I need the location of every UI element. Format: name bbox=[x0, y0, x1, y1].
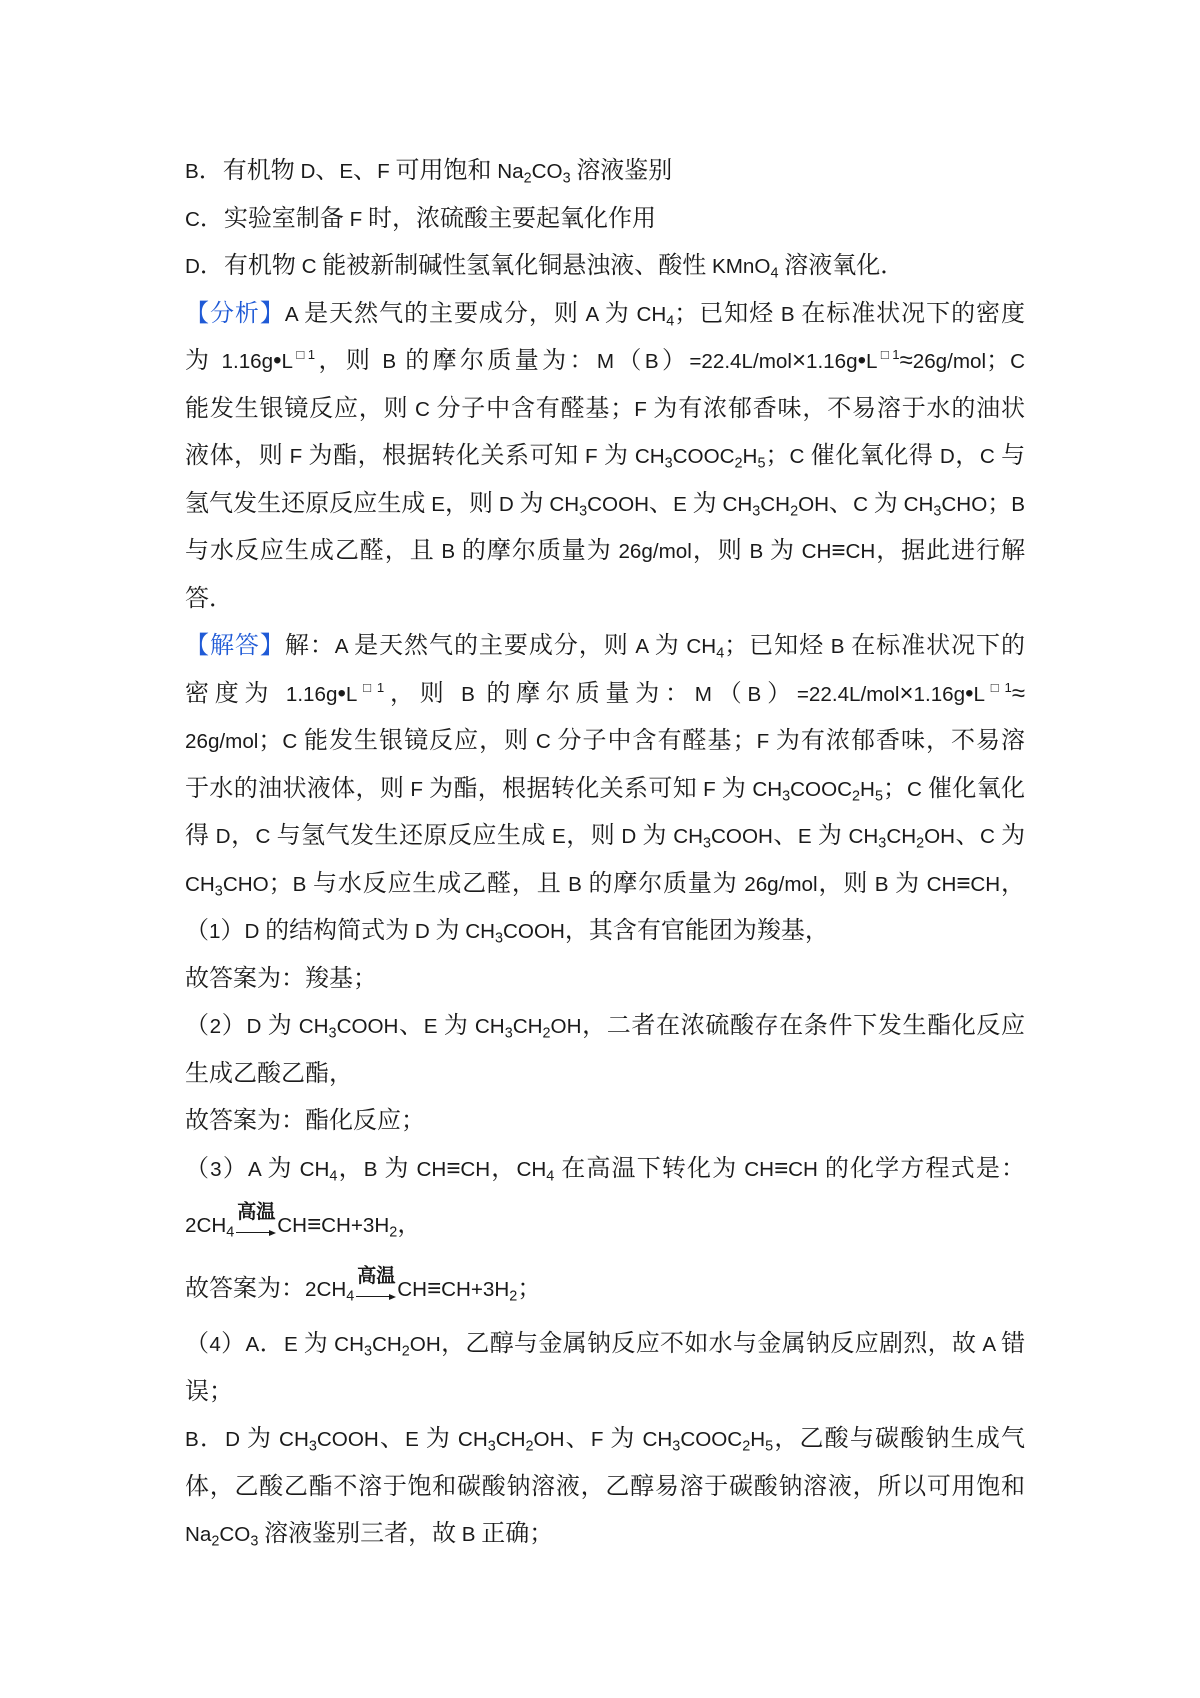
latin-run: D bbox=[209, 825, 231, 848]
subscript: 4 bbox=[329, 1167, 338, 1184]
latin-run: CH bbox=[468, 1015, 505, 1038]
latin-run: B bbox=[774, 302, 802, 326]
subscript: 3 bbox=[562, 170, 571, 187]
latin-run: C bbox=[980, 825, 1002, 848]
latin-run: =22.4L/mol bbox=[796, 682, 900, 706]
latin-run: F bbox=[404, 777, 430, 801]
latin-run: CO bbox=[219, 1523, 251, 1546]
superscript: □1 bbox=[357, 679, 385, 695]
latin-run: F bbox=[756, 730, 776, 753]
reaction-condition: 高温 bbox=[357, 1266, 396, 1287]
reaction-arrow-icon bbox=[356, 1266, 396, 1296]
latin-run: M bbox=[596, 350, 615, 373]
latin-run: CH bbox=[635, 1428, 673, 1451]
answer-section bbox=[185, 622, 1025, 1558]
latin-run: D bbox=[933, 445, 955, 468]
latin-run: Na bbox=[185, 1523, 212, 1546]
answer-text-line: 得 D，C 与氢气发生还原反应生成 E，则 D 为 $CH_3COOH$、E 为 $CH_3CH_2OH$、C 为 bbox=[185, 822, 1026, 852]
latin-run: 26g/mol bbox=[912, 350, 987, 373]
document-page bbox=[185, 147, 1025, 1558]
latin-run: CH bbox=[628, 445, 665, 468]
latin-run: E bbox=[405, 1428, 426, 1451]
subscript: 3 bbox=[308, 1438, 317, 1455]
latin-run: D bbox=[244, 920, 266, 943]
part3-text-line: （3）A 为 $CH_4$，B 为 CH≡CH，$CH_4$ 在高温下转化为 CH≡CH 的化学方程式是： bbox=[185, 1154, 1026, 1184]
latin-run: C bbox=[979, 445, 1002, 468]
latin-run: OH bbox=[409, 1333, 441, 1356]
latin-run: D bbox=[246, 1015, 268, 1038]
latin-run: B bbox=[449, 682, 487, 706]
latin-run: A bbox=[245, 1333, 260, 1356]
latin-run: 1.16g bbox=[805, 350, 858, 373]
analysis-text-line: 与水反应生成乙醛，且 B 的摩尔质量为 26g/mol，则 B 为 CH≡CH，据此进行解 bbox=[185, 537, 1026, 564]
answer-first-line bbox=[185, 622, 1025, 670]
latin-run: 4 bbox=[209, 1333, 221, 1356]
latin-run: CH bbox=[897, 492, 934, 516]
latin-run: COOC bbox=[790, 777, 853, 801]
reaction-arrow-icon bbox=[236, 1202, 276, 1232]
analysis-text: A 是天然气的主要成分，则 A 为 $CH_4$；已知烃 B 在标准状况下的密度 bbox=[284, 299, 1025, 329]
latin-run: F bbox=[343, 207, 368, 231]
latin-run: COOH bbox=[336, 1015, 399, 1038]
part2-text-line: （2）D 为 $CH_3COOH$、E 为 $CH_3CH_2OH$，二者在浓硫酸存在条件下发生酯化反应 bbox=[185, 1012, 1026, 1042]
latin-run: A bbox=[284, 302, 305, 326]
latin-run: B bbox=[824, 635, 852, 658]
latin-run: C bbox=[282, 730, 305, 753]
latin-run: F bbox=[697, 777, 722, 801]
latin-run: CH bbox=[970, 872, 1001, 896]
latin-run: A bbox=[976, 1333, 1002, 1356]
latin-run: COOH bbox=[711, 825, 773, 848]
latin-run bbox=[258, 1523, 264, 1546]
latin-run: 2CH bbox=[305, 1278, 347, 1301]
latin-run: OH bbox=[924, 825, 956, 848]
latin-run: E bbox=[423, 1015, 444, 1038]
latin-run: L bbox=[973, 682, 986, 706]
subscript: 5 bbox=[765, 1438, 774, 1455]
answer-text-line: 26g/mol；C 能发生银镜反应，则 C 分子中含有醛基；F 为有浓郁香味，不易溶 bbox=[185, 727, 1026, 754]
subscript: 3 bbox=[878, 835, 887, 852]
latin-run: E bbox=[283, 1333, 304, 1356]
latin-run: CH bbox=[886, 825, 917, 848]
latin-run: C bbox=[853, 492, 874, 516]
subscript: 4 bbox=[666, 312, 675, 329]
latin-run: CH bbox=[845, 540, 876, 563]
subscript: 3 bbox=[328, 1025, 337, 1042]
subscript: 5 bbox=[874, 787, 883, 804]
latin-run: COOH bbox=[587, 492, 650, 516]
question-options bbox=[185, 147, 1025, 290]
latin-run: F bbox=[634, 397, 654, 421]
latin-run: 26g/mol bbox=[611, 540, 692, 563]
part3-answer-equation-line: 故答案为：$2CH_4$ 高温 $CH\equiv CH+3H_2$； bbox=[185, 1266, 542, 1305]
chemical-equation-line: $2CH_4$ 高温 $CH\equiv CH+3H_2$， bbox=[185, 1202, 422, 1241]
latin-run: D bbox=[225, 1428, 247, 1451]
latin-run: B bbox=[363, 1157, 385, 1181]
subscript: 3 bbox=[495, 930, 504, 947]
latin-run: CO bbox=[531, 160, 563, 183]
latin-run: F bbox=[377, 160, 396, 183]
superscript: □1 bbox=[293, 346, 316, 362]
latin-run: CH bbox=[451, 1428, 488, 1451]
latin-run: A bbox=[578, 302, 605, 326]
latin-run: CH bbox=[543, 492, 580, 516]
analysis-text-line: 为 $1.16g•L^{□1}$，则 B 的摩尔质量为：$M(B)=22.4L/mol\times 1.16g•L^{□1}\approx 26g$/mol；C bbox=[185, 346, 1026, 374]
answer-text: 解：A 是天然气的主要成分，则 A 为 $CH_4$；已知烃 B 在标准状况下的 bbox=[284, 632, 1026, 662]
latin-run: A bbox=[248, 1157, 268, 1181]
latin-run: C bbox=[789, 445, 811, 468]
latin-run: CH bbox=[842, 825, 879, 848]
latin-run bbox=[554, 1158, 561, 1181]
subscript: 4 bbox=[716, 645, 725, 662]
subscript: 3 bbox=[672, 1438, 681, 1455]
latin-run: F bbox=[590, 1428, 611, 1451]
latin-run: CH bbox=[371, 1333, 402, 1356]
analysis-text-line: 氢气发生还原反应生成 E，则 D 为 $CH_3COOH$、E 为 $CH_3CH_2OH$、C 为 $CH_3CHO$；B bbox=[185, 489, 1026, 519]
option-d: D．有机物 C 能被新制碱性氢氧化铜悬浊液、酸性 KMnO$_4$ 溶液氧化． bbox=[185, 252, 905, 282]
latin-run: CHO bbox=[941, 492, 988, 516]
option-b: B．有机物 D、E、F 可用饱和 $Na_2CO_3$ 溶液鉴别 bbox=[185, 157, 673, 187]
latin-run: COOC bbox=[672, 445, 735, 468]
latin-run: CH bbox=[794, 540, 832, 563]
subscript: 3 bbox=[752, 502, 761, 519]
part1-text-line: （1）D 的结构简式为 D 为 $CH_3COOH$，其含有官能团为羧基， bbox=[185, 917, 829, 947]
latin-run: B bbox=[868, 872, 896, 896]
latin-run: B bbox=[185, 160, 199, 183]
subscript: 4 bbox=[770, 265, 779, 282]
latin-run: E bbox=[545, 825, 566, 848]
latin-run: CHO bbox=[222, 872, 269, 896]
part4-text-line: （4）A．E 为 $CH_3CH_2OH$，乙醇与金属钠反应不如水与金属钠反应剧烈，故 A 错 bbox=[185, 1330, 1026, 1360]
latin-run: B bbox=[292, 872, 313, 896]
analysis-section bbox=[185, 290, 1025, 623]
latin-run: F bbox=[578, 445, 604, 468]
subscript: 3 bbox=[782, 787, 791, 804]
latin-run: CH bbox=[716, 492, 753, 516]
latin-run: CH bbox=[272, 1428, 309, 1451]
latin-run: 26g/mol bbox=[737, 872, 818, 896]
part4-text-line: B．D 为 $CH_3COOH$、E 为 $CH_3CH_2OH$、F 为 $CH_3COOC_2H_5$，乙酸与碳酸钠生成气 bbox=[185, 1425, 1025, 1455]
latin-run: E bbox=[673, 492, 693, 516]
latin-run: COOH bbox=[503, 920, 565, 943]
latin-run: COOH bbox=[316, 1428, 379, 1451]
subscript: 4 bbox=[346, 1288, 355, 1305]
latin-run: L bbox=[345, 682, 358, 706]
latin-run: =22.4L/mol bbox=[689, 350, 792, 373]
latin-run: C bbox=[255, 825, 277, 848]
latin-run: CH bbox=[460, 1157, 491, 1181]
subscript: 3 bbox=[487, 1438, 496, 1455]
latin-run: 2CH bbox=[185, 1214, 227, 1237]
latin-run: M bbox=[694, 682, 712, 706]
reaction-condition: 高温 bbox=[237, 1202, 276, 1223]
superscript: □1 bbox=[877, 346, 900, 362]
latin-run: CH bbox=[679, 635, 717, 658]
subscript: 3 bbox=[664, 455, 673, 472]
latin-run: D bbox=[185, 255, 200, 278]
subscript: 2 bbox=[389, 1224, 398, 1241]
latin-run: 1 bbox=[209, 920, 221, 943]
latin-run: Na bbox=[491, 160, 524, 183]
latin-run: B bbox=[373, 350, 406, 373]
latin-run: H bbox=[750, 1428, 766, 1451]
subscript: 2 bbox=[542, 1025, 551, 1042]
latin-run: CH bbox=[629, 302, 667, 326]
subscript: 3 bbox=[504, 1025, 513, 1042]
latin-run: CH bbox=[737, 1157, 775, 1181]
part1-answer-line: 故答案为：羧基； bbox=[185, 964, 377, 992]
part4-text-line: 体，乙酸乙酯不溶于饱和碳酸钠溶液，乙醇易溶于碳酸钠溶液，所以可用饱和 bbox=[185, 1472, 1025, 1500]
latin-run: CH bbox=[185, 872, 215, 896]
latin-run: CH bbox=[760, 492, 791, 516]
latin-run: 1.16g bbox=[274, 682, 338, 706]
subscript: 2 bbox=[852, 787, 861, 804]
latin-run: D bbox=[493, 492, 520, 516]
latin-run: B bbox=[742, 540, 770, 563]
latin-run: CH bbox=[397, 1278, 428, 1301]
latin-run: B bbox=[1011, 492, 1026, 516]
latin-run: H bbox=[860, 777, 875, 801]
subscript: 3 bbox=[933, 502, 942, 519]
latin-run: CH bbox=[292, 1015, 329, 1038]
part2-answer-line: 故答案为：酯化反应； bbox=[185, 1107, 425, 1134]
latin-run: B bbox=[185, 1428, 199, 1451]
latin-run: C bbox=[408, 397, 437, 421]
answer-label: 【解答】 bbox=[185, 632, 285, 659]
latin-run: CH bbox=[667, 825, 703, 848]
latin-run: OH bbox=[550, 1015, 582, 1038]
latin-run: CH bbox=[788, 1157, 825, 1181]
latin-run: 1.16g bbox=[913, 682, 966, 706]
analysis-text-line: 能发生银镜反应，则 C 分子中含有醛基；F 为有浓郁香味，不易溶于水的油状 bbox=[185, 394, 1026, 422]
latin-run: 2 bbox=[209, 1015, 222, 1038]
latin-run: B bbox=[561, 872, 589, 896]
subscript: 3 bbox=[250, 1533, 259, 1550]
latin-run: E bbox=[425, 492, 445, 516]
analysis-text-line: 答． bbox=[185, 584, 233, 612]
latin-run: CH bbox=[516, 1157, 547, 1181]
latin-run: H bbox=[742, 445, 758, 468]
subscript: 2 bbox=[525, 1438, 534, 1455]
latin-run: CH bbox=[495, 1428, 526, 1451]
latin-run: D bbox=[294, 160, 316, 183]
latin-run: CH bbox=[919, 872, 957, 896]
latin-run: CH bbox=[512, 1015, 543, 1038]
latin-run bbox=[571, 160, 577, 183]
latin-run: COOC bbox=[680, 1428, 743, 1451]
part4-text-line: $Na_2CO_3$ 溶液鉴别三者，故 B 正确； bbox=[185, 1520, 554, 1550]
latin-run: C bbox=[185, 207, 200, 231]
subscript: 2 bbox=[790, 502, 799, 519]
latin-run: CH bbox=[459, 920, 495, 943]
latin-run: E bbox=[339, 160, 354, 183]
subscript: 3 bbox=[363, 1343, 372, 1360]
subscript: 2 bbox=[523, 170, 532, 187]
latin-run: KMnO bbox=[706, 255, 771, 278]
subscript: 2 bbox=[401, 1343, 410, 1360]
latin-run: CH+3H bbox=[321, 1214, 390, 1237]
latin-run: C bbox=[529, 730, 558, 753]
analysis-first-line bbox=[185, 290, 1025, 338]
latin-run: OH bbox=[533, 1428, 565, 1451]
latin-run: F bbox=[283, 445, 309, 468]
latin-run: C bbox=[906, 777, 928, 801]
analysis-text-line: 液体，则 F 为酯，根据转化关系可知 F 为 $CH_3COOC_2H_5$；C 催化氧化得 D，C 与 bbox=[185, 442, 1026, 472]
subscript: 4 bbox=[226, 1224, 235, 1241]
latin-run: C bbox=[1010, 350, 1026, 373]
subscript: 2 bbox=[509, 1288, 518, 1305]
latin-run: D bbox=[615, 825, 643, 848]
subscript: 2 bbox=[734, 455, 743, 472]
latin-run: E bbox=[797, 825, 818, 848]
superscript: □1 bbox=[985, 679, 1012, 695]
subscript: 3 bbox=[579, 502, 588, 519]
latin-run: 1.16g bbox=[212, 350, 274, 373]
part4-text-line: 误； bbox=[185, 1377, 233, 1405]
latin-run: CH+3H bbox=[441, 1278, 510, 1301]
subscript: 2 bbox=[916, 835, 925, 852]
latin-run: A bbox=[334, 635, 355, 658]
option-c: C．实验室制备 F 时，浓硫酸主要起氧化作用 bbox=[185, 204, 656, 232]
latin-run: A bbox=[628, 635, 655, 658]
latin-run: D bbox=[409, 920, 436, 943]
latin-run: B bbox=[434, 540, 462, 563]
subscript: 5 bbox=[757, 455, 766, 472]
latin-run: 3 bbox=[210, 1157, 222, 1181]
part2-text-line: 生成乙酸乙酯， bbox=[185, 1059, 353, 1087]
subscript: 3 bbox=[703, 835, 712, 852]
latin-run: B bbox=[747, 682, 762, 706]
subscript: 2 bbox=[742, 1438, 751, 1455]
answer-text-line: $CH_3CHO$；B 与水反应生成乙醛，且 B 的摩尔质量为 26g/mol，则 B 为 CH≡CH， bbox=[185, 869, 1026, 899]
latin-run: CH bbox=[409, 1157, 447, 1181]
latin-run: L bbox=[866, 350, 878, 373]
latin-run: C bbox=[295, 255, 323, 278]
latin-run: B bbox=[644, 350, 659, 373]
subscript: 4 bbox=[546, 1167, 555, 1184]
latin-run: B bbox=[456, 1523, 482, 1546]
latin-run: CH bbox=[746, 777, 783, 801]
latin-run: CH bbox=[277, 1214, 308, 1237]
subscript: 3 bbox=[214, 882, 223, 899]
latin-run: CH bbox=[292, 1157, 330, 1181]
latin-run: L bbox=[281, 350, 294, 373]
latin-run: CH bbox=[328, 1333, 364, 1356]
latin-run: OH bbox=[798, 492, 830, 516]
answer-text-line: 于水的油状液体，则 F 为酯，根据转化关系可知 F 为 $CH_3COOC_2H_5$；C 催化氧化 bbox=[185, 774, 1026, 804]
latin-run: 26g/mol bbox=[185, 730, 259, 753]
latin-run bbox=[778, 255, 784, 278]
subscript: 2 bbox=[211, 1533, 220, 1550]
answer-text-line: 密度为 $1.16g•L^{□1}$，则 B 的摩尔质量为：$M(B)=22.4L/mol\times 1.16g•L^{□1}\approx$ bbox=[185, 679, 1026, 707]
analysis-label: 【分析】 bbox=[185, 299, 285, 327]
